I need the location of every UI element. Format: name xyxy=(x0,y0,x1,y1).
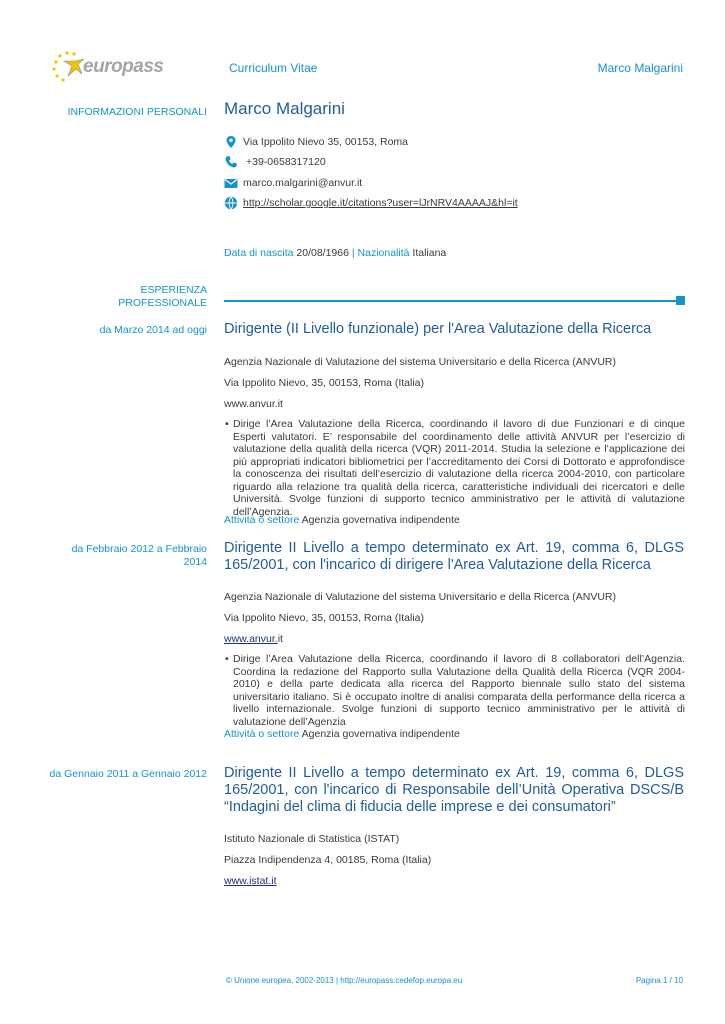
candidate-name: Marco Malgarini xyxy=(224,99,345,118)
job1-employer: Agenzia Nazionale di Valutazione del sistema Universitario e della Ricerca (ANVUR) xyxy=(224,356,616,368)
envelope-icon xyxy=(224,176,238,190)
header-name: Marco Malgarini xyxy=(597,61,683,75)
location-pin-icon xyxy=(224,135,238,149)
job1-bullet-text: Dirige l’Area Valutazione della Ricerca, coordinando il lavoro di due Funzionari e di cinque Esperti valutatori. E’ responsabile del coordinamento delle attività ANVUR per l’esercizio di valutazione della qualità della ricerca (VQR) 2011-2014. Studia la selezione e l’applicazione dei più appropriati indicatori bibliometrici per l’accreditamento dei Corsi di Dottorato e approfondisce la conoscenza dei risultati dell’esercizio di valutazione della ricerca 2004-2010, con particolare riguardo alla relazione tra qualità della ricerca, caratteristiche individuali dei ricercatori e delle Università. Svolge funzioni di supporto tecnico amministrativo per le attività di valutazione dell’Agenzia. xyxy=(233,418,685,518)
birth-label: Data di nascita xyxy=(224,247,294,259)
job2-period-line1: da Febbraio 2012 a Febbraio xyxy=(71,543,207,555)
phone-icon xyxy=(224,155,238,169)
web-globe-icon xyxy=(224,196,238,210)
job3-period: da Gennaio 2011 a Gennaio 2012 xyxy=(49,768,207,780)
job2-title: Dirigente II Livello a tempo determinato ex Art. 19, comma 6, DLGS 165/2001, con l'incarico di dirigere l'Area Valutazione della Ricerca xyxy=(224,540,684,573)
job2-sector xyxy=(224,728,460,740)
personal-info-section-label: INFORMAZIONI PERSONALI xyxy=(67,106,207,118)
birth-value: 20/08/1966 xyxy=(296,247,349,259)
europass-logo xyxy=(50,50,164,84)
job2-sector-label: Attività o settore xyxy=(224,728,300,740)
job2-bullet: • Dirige l’Area Valutazione della Ricerca, coordinando il lavoro di 8 collaboratori dell’Agenzia. Coordina la redazione del Rapporto sulla Valutazione della Qualità della Ricerca (VQR 2004-2010) e della parte dedicata alla ricerca del Rapporto biennale sullo stato del sistema universitario italiano. Si è occupato inoltre di analisi comparata della performance della ricerca a livello internazionale. Svolge funzioni di supporto tecnico amministrativo per le attività di valutazione dell’Agenzia xyxy=(225,653,685,728)
email-text[interactable]: marco.malgarini@anvur.it xyxy=(243,177,363,189)
job1-site: www.anvur.it xyxy=(224,398,283,410)
europass-logo-text: europass xyxy=(83,56,164,77)
job1-address: Via Ippolito Nievo, 35, 00153, Roma (Italia) xyxy=(224,377,425,389)
job1-period: da Marzo 2014 ad oggi xyxy=(99,324,207,336)
job2-period xyxy=(40,543,207,569)
website-link[interactable]: http://scholar.google.it/citations?user=lJrNRV4AAAAJ&hl=it xyxy=(243,197,518,209)
footer-copyright: © Unione europea, 2002-2013 | http://europass.cedefop.europa.eu xyxy=(226,976,463,985)
phone-text: +39-0658317120 xyxy=(246,156,326,168)
job2-site xyxy=(224,633,283,645)
nationality-label: Nazionalità xyxy=(357,247,410,259)
nationality-value: Italiana xyxy=(412,247,447,259)
job2-bullet-text: Dirige l’Area Valutazione della Ricerca, coordinando il lavoro di 8 collaboratori dell’Agenzia. Coordina la redazione del Rapporto sulla Valutazione della Qualità della Ricerca (VQR 2004-2010) e della parte dedicata alla ricerca del Rapporto biennale sullo stato del sistema universitario italiano. Si è occupato inoltre di analisi comparata della performance della ricerca a livello internazionale. Svolge funzioni di supporto tecnico amministrativo per le attività di valutazione dell’Agenzia xyxy=(233,653,685,728)
job2-sector-value: Agenzia governativa indipendente xyxy=(301,728,460,740)
section-divider xyxy=(224,300,676,302)
job3-address: Piazza Indipendenza 4, 00185, Roma (Italia) xyxy=(224,854,432,866)
job1-sector-label: Attività o settore xyxy=(224,514,300,526)
job2-address: Via Ippolito Nievo, 35, 00153, Roma (Italia) xyxy=(224,612,425,624)
experience-label-line1: ESPERIENZA xyxy=(140,284,207,296)
header-cv-label: Curriculum Vitae xyxy=(229,61,318,75)
footer-page-number: Pagina 1 / 10 xyxy=(635,976,683,985)
job3-title: Dirigente II Livello a tempo determinato ex Art. 19, comma 6, DLGS 165/2001, con l'incarico di Responsabile dell’Unità Operativa DSCS/B “Indagini del clima di fiducia delle imprese e dei consumatori” xyxy=(224,765,684,815)
experience-section-label xyxy=(40,284,207,310)
job1-sector xyxy=(224,514,460,526)
job1-bullet: • Dirige l’Area Valutazione della Ricerca, coordinando il lavoro di due Funzionari e di cinque Esperti valutatori. E’ responsabile del coordinamento delle attività ANVUR per l’esercizio di valutazione della qualità della ricerca (VQR) 2011-2014. Studia la selezione e l’applicazione dei più appropriati indicatori bibliometrici per l’accreditamento dei Corsi di Dottorato e approfondisce la conoscenza dei risultati dell’esercizio di valutazione della ricerca 2004-2010, con particolare riguardo alla relazione tra qualità della ricerca, caratteristiche individuali dei ricercatori e delle Università. Svolge funzioni di supporto tecnico amministrativo per le attività di valutazione dell’Agenzia. xyxy=(225,418,685,518)
job2-site-rest: it xyxy=(277,633,283,645)
job3-site-link[interactable]: www.istat.it xyxy=(224,875,277,887)
job2-site-link[interactable]: www.anvur. xyxy=(224,633,278,645)
address-text: Via Ippolito Nievo 35, 00153, Roma xyxy=(243,136,408,148)
job3-employer: Istituto Nazionale di Statistica (ISTAT) xyxy=(224,833,400,845)
job2-period-line2: 2014 xyxy=(183,556,207,568)
separator: | xyxy=(351,247,355,259)
job1-sector-value: Agenzia governativa indipendente xyxy=(301,514,460,526)
birth-nationality-row xyxy=(224,247,446,259)
section-divider-square xyxy=(676,296,685,305)
job1-title: Dirigente (II Livello funzionale) per l'Area Valutazione della Ricerca xyxy=(224,321,652,337)
experience-label-line2: PROFESSIONALE xyxy=(118,297,207,309)
job2-employer: Agenzia Nazionale di Valutazione del sistema Universitario e della Ricerca (ANVUR) xyxy=(224,591,616,603)
